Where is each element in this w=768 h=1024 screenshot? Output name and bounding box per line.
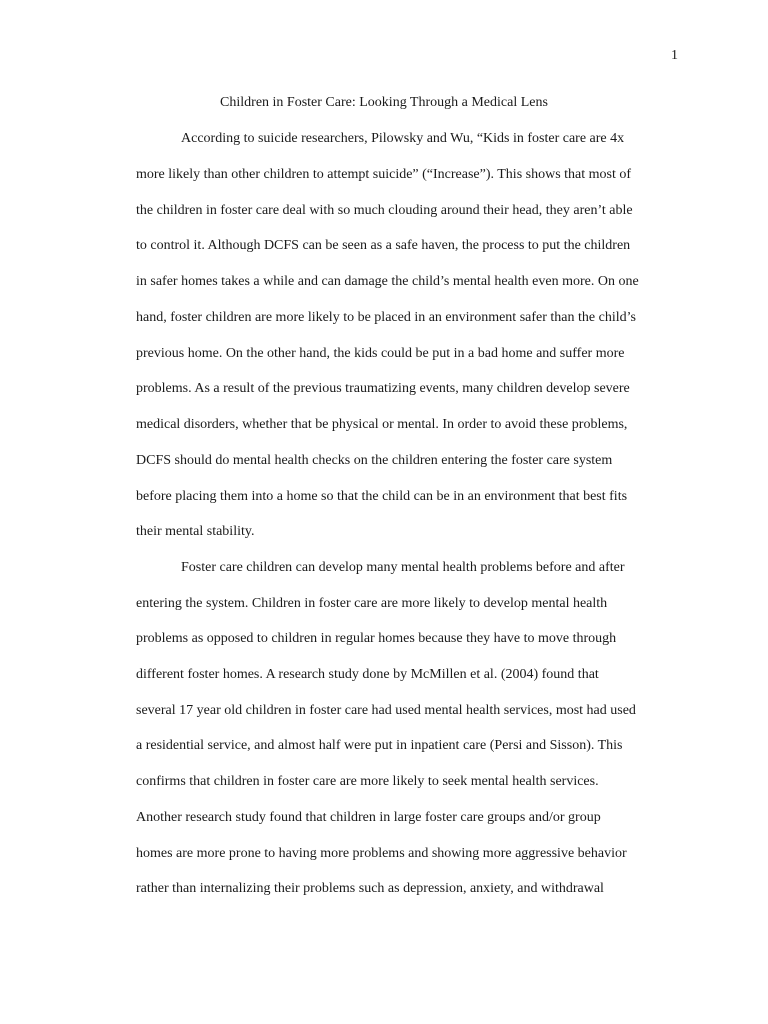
paragraph-1-line-10: DCFS should do mental health checks on the children entering the foster care system bbox=[136, 453, 613, 468]
paragraph-1-line-1: According to suicide researchers, Pilowsky and Wu, “Kids in foster care are 4x bbox=[181, 131, 625, 146]
paragraph-2-line-9: homes are more prone to having more problems and showing more aggressive behavior bbox=[136, 846, 627, 861]
paragraph-2-line-5: several 17 year old children in foster care had used mental health services, most had used bbox=[136, 703, 636, 718]
paragraph-2-line-8: Another research study found that children in large foster care groups and/or group bbox=[136, 810, 601, 825]
document-title: Children in Foster Care: Looking Through a Medical Lens bbox=[220, 95, 548, 110]
paragraph-1-line-2: more likely than other children to attempt suicide” (“Increase”). This shows that most of bbox=[136, 167, 632, 182]
page-number: 1 bbox=[671, 48, 678, 63]
paragraph-2-line-4: different foster homes. A research study done by McMillen et al. (2004) found that bbox=[136, 667, 599, 682]
paragraph-1-line-5: in safer homes takes a while and can damage the child’s mental health even more. On one bbox=[136, 274, 639, 289]
paragraph-1-line-7: previous home. On the other hand, the kids could be put in a bad home and suffer more bbox=[136, 346, 625, 361]
paragraph-1-line-9: medical disorders, whether that be physical or mental. In order to avoid these problems, bbox=[136, 417, 628, 432]
paragraph-1-line-11: before placing them into a home so that the child can be in an environment that best fits bbox=[136, 489, 628, 504]
paragraph-1-line-4: to control it. Although DCFS can be seen as a safe haven, the process to put the children bbox=[136, 238, 631, 253]
paragraph-2-line-3: problems as opposed to children in regular homes because they have to move through bbox=[136, 631, 617, 646]
paragraph-1-line-3: the children in foster care deal with so much clouding around their head, they aren’t able bbox=[136, 203, 633, 218]
paragraph-2-line-2: entering the system. Children in foster care are more likely to develop mental health bbox=[136, 596, 608, 611]
paragraph-1-line-8: problems. As a result of the previous traumatizing events, many children develop severe bbox=[136, 381, 630, 396]
paragraph-2-line-7: confirms that children in foster care are more likely to seek mental health services. bbox=[136, 774, 599, 789]
paragraph-1-line-12: their mental stability. bbox=[136, 524, 255, 539]
paragraph-2-line-10: rather than internalizing their problems such as depression, anxiety, and withdrawal bbox=[136, 881, 604, 896]
paragraph-1-line-6: hand, foster children are more likely to be placed in an environment safer than the child’s bbox=[136, 310, 636, 325]
paragraph-2-line-1: Foster care children can develop many mental health problems before and after bbox=[181, 560, 625, 575]
paragraph-2-line-6: a residential service, and almost half were put in inpatient care (Persi and Sisson). This bbox=[136, 738, 623, 753]
